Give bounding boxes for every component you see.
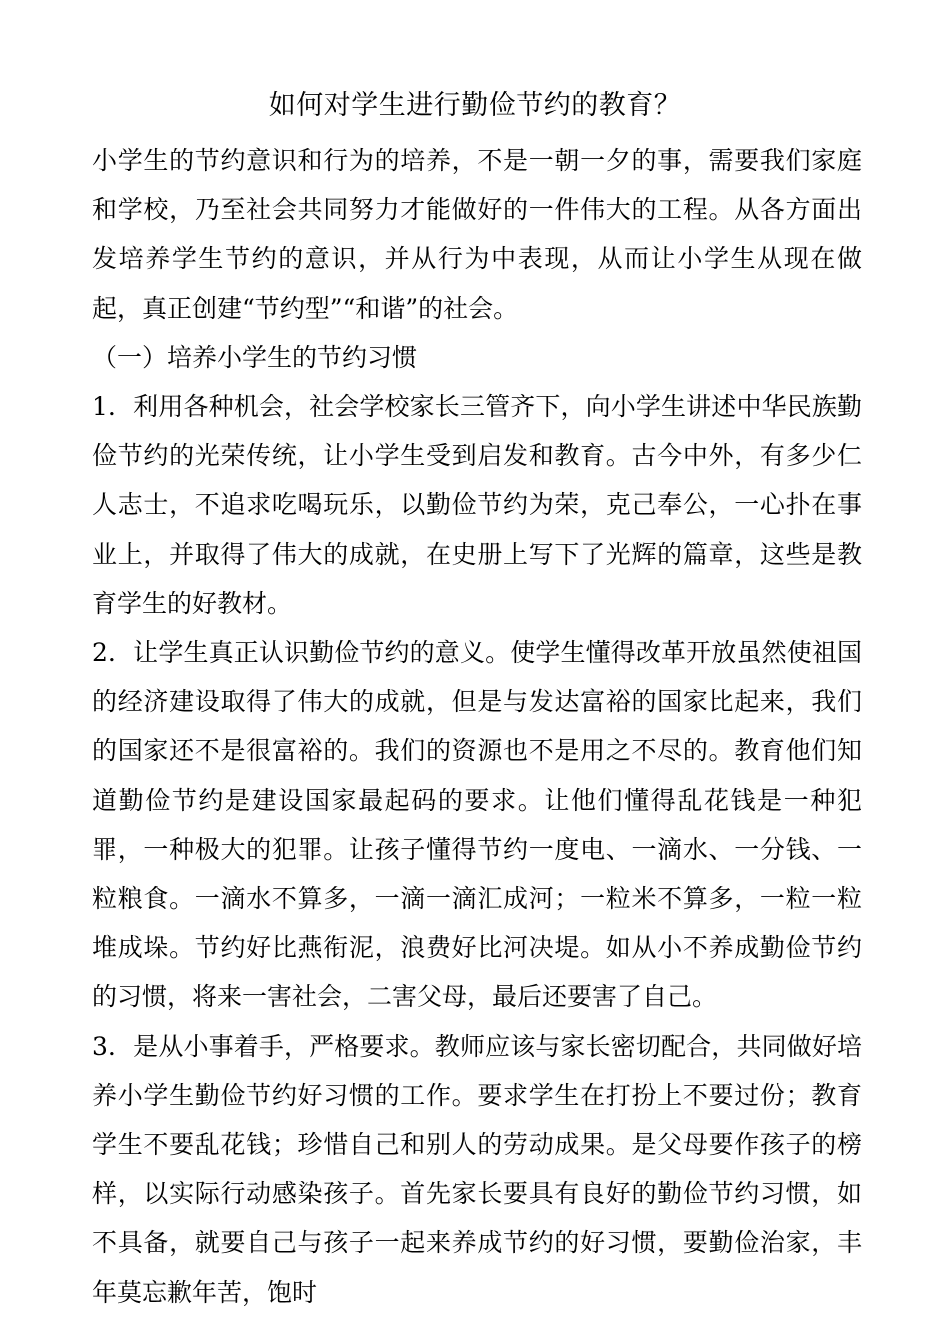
section-heading: （一）培养小学生的节约习惯 <box>92 342 418 372</box>
document-title: 如何对学生进行勤俭节约的教育？ <box>268 90 682 121</box>
document-body <box>92 136 862 1317</box>
paragraph-point-3: 3．是从小事着手，严格要求。教师应该与家长密切配合，共同做好培养小学生勤俭节约好习惯的工作。要求学生在打扮上不要过份；教育学生不要乱花钱；珍惜自己和别人的劳动成果。是父母要作孩子的榜样，以实际行动感染孩子。首先家长要具有良好的勤俭节约习惯，如不具备，就要自己与孩子一起来养成节约的好习惯，要勤俭治家，丰年莫忘歉年苦，饱时 <box>92 1031 862 1307</box>
paragraph-intro: 小学生的节约意识和行为的培养，不是一朝一夕的事，需要我们家庭和学校，乃至社会共同努力才能做好的一件伟大的工程。从各方面出发培养学生节约的意识，并从行为中表现，从而让小学生从现在做起，真正创建“节约型”“和谐”的社会。 <box>92 146 862 323</box>
paragraph-point-1: 1．利用各种机会，社会学校家长三管齐下，向小学生讲述中华民族勤俭节约的光荣传统，让小学生受到启发和教育。古今中外，有多少仁人志士，不追求吃喝玩乐，以勤俭节约为荣，克己奉公，一心扑在事业上，并取得了伟大的成就，在史册上写下了光辉的篇章，这些是教育学生的好教材。 <box>92 392 862 618</box>
paragraph-point-2: 2．让学生真正认识勤俭节约的意义。使学生懂得改革开放虽然使祖国的经济建设取得了伟大的成就，但是与发达富裕的国家比起来，我们的国家还不是很富裕的。我们的资源也不是用之不尽的。教育他们知道勤俭节约是建设国家最起码的要求。让他们懂得乱花钱是一种犯罪，一种极大的犯罪。让孩子懂得节约一度电、一滴水、一分钱、一粒粮食。一滴水不算多，一滴一滴汇成河；一粒米不算多，一粒一粒堆成垛。节约好比燕衔泥，浪费好比河决堤。如从小不养成勤俭节约的习惯，将来一害社会，二害父母，最后还要害了自己。 <box>92 638 862 1012</box>
